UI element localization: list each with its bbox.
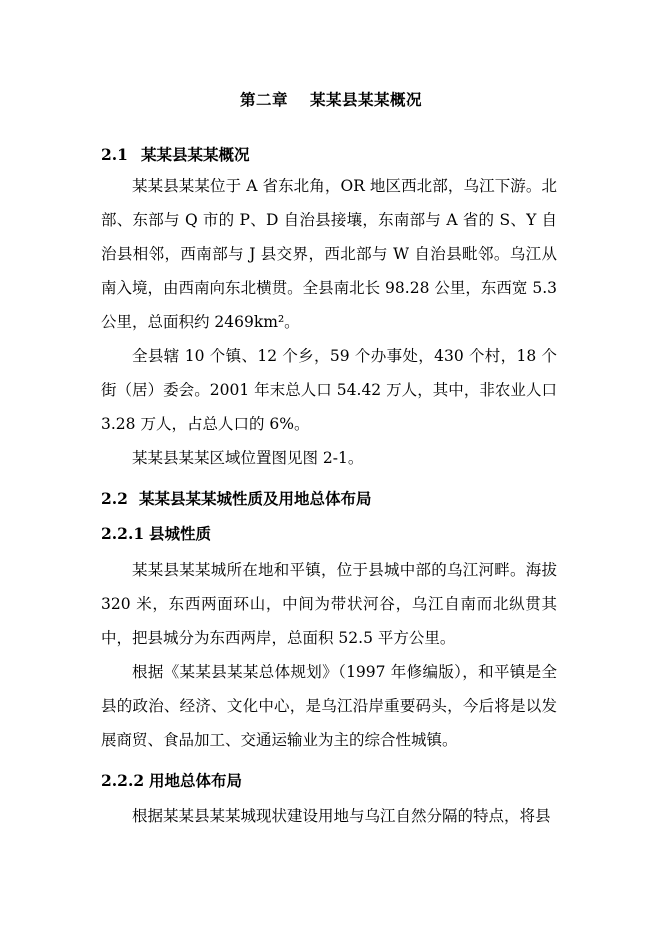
paragraph-land-layout: 根据某某县某某城现状建设用地与乌江自然分隔的特点，将县: [132, 807, 551, 825]
section-number: 2.1: [101, 145, 128, 164]
section-title: 某某县某某城性质及用地总体布局: [139, 489, 372, 508]
section-title: 县城性质: [149, 524, 212, 543]
chapter-title-text: 某某县某某概况: [310, 90, 423, 109]
section-number: 2.2.2: [101, 771, 145, 790]
section-number: 2.2.1: [101, 524, 145, 543]
section-title: 某某县某某概况: [141, 145, 250, 164]
section-heading-2-2-2: [101, 769, 242, 791]
paragraph-figure-reference: 某某县某某区域位置图见图 2-1。: [132, 449, 364, 467]
section-number: 2.2: [101, 489, 128, 508]
paragraph-county-seat: 某某县某某城所在地和平镇，位于县城中部的乌江河畔。海拔 320 米，东西两面环山，中间为带状河谷，乌江自南而北纵贯其中，把县城分为东西两岸，总面积 52.5 平方公里。: [101, 561, 557, 647]
section-heading-2-2: [101, 487, 372, 509]
paragraph-planning: 根据《某某县某某总体规划》（1997 年修编版），和平镇是全县的政治、经济、文化中心，是乌江沿岸重要码头，今后将是以发展商贸、食品加工、交通运输业为主的综合性城镇。: [101, 663, 557, 749]
chapter-title: [0, 88, 662, 110]
paragraph-location: 某某县某某位于 A 省东北角，OR 地区西北部，乌江下游。北部、东部与 Q 市的 P、D 自治县接壤，东南部与 A 省的 S、Y 自治县相邻，西南部与 J 县交界，西北部与 W 自治县毗邻。乌江从南入境，由西南向东北横贯。全县南北长 98.28 公里，东西宽 5.3 公里，总面积约 2469km²。: [101, 177, 557, 331]
paragraph-administration: 全县辖 10 个镇、12 个乡，59 个办事处，430 个村，18 个街（居）委会。2001 年末总人口 54.42 万人，其中，非农业人口 3.28 万人，占总人口的 6%。: [101, 347, 557, 433]
chapter-number: 第二章: [239, 90, 288, 109]
section-heading-2-2-1: [101, 522, 211, 544]
section-title: 用地总体布局: [149, 771, 243, 790]
section-heading-2-1: [101, 143, 250, 165]
